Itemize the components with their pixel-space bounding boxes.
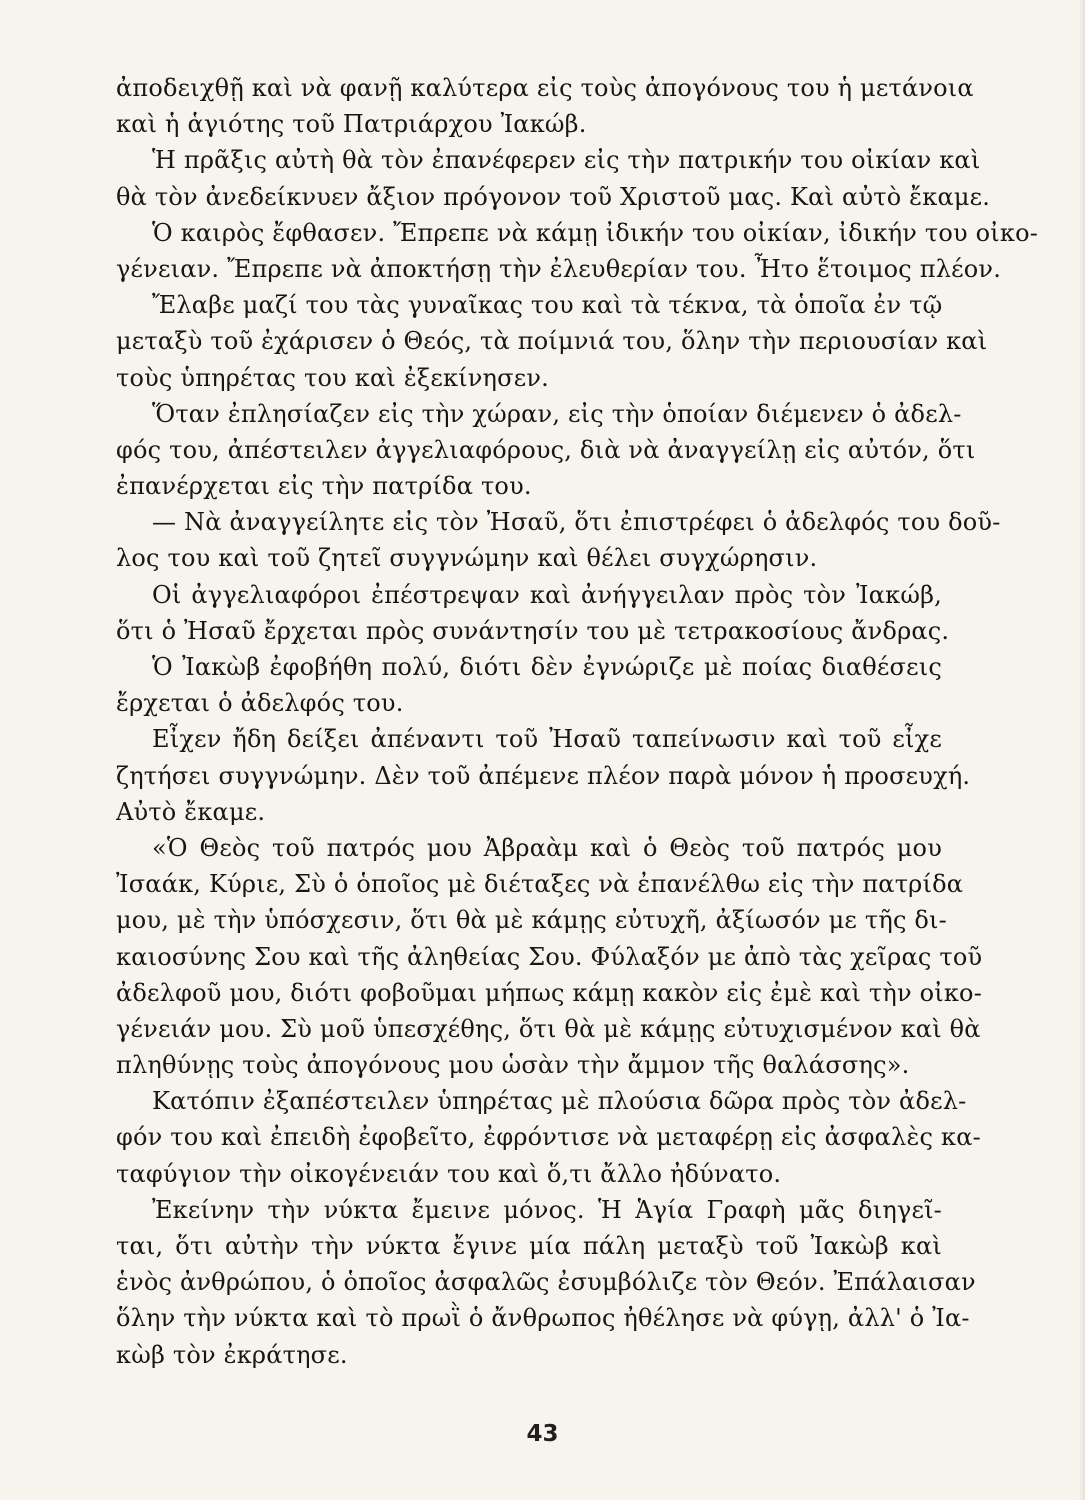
text-line: «Ὁ Θεὸς τοῦ πατρός μου Ἀβραὰμ καὶ ὁ Θεὸς τοῦ πατρός μου [152,833,942,862]
page-number: 43 [526,1421,559,1447]
text-line: Οἱ ἀγγελιαφόροι ἐπέστρεψαν καὶ ἀνήγγειλαν πρὸς τὸν Ἰακώβ, [152,580,942,609]
text-line: ἔρχεται ὁ ἀδελφός του. [116,689,404,718]
text-line: μεταξὺ τοῦ ἐχάρισεν ὁ Θεός, τὰ ποίμνιά του, ὅλην τὴν περιουσίαν καὶ [116,327,988,356]
text-line: θὰ τὸν ἀνεδείκνυεν ἄξιον πρόγονον τοῦ Χριστοῦ μας. Καὶ αὐτὸ ἔκαμε. [116,182,991,211]
text-line: Ὅταν ἐπλησίαζεν εἰς τὴν χώραν, εἰς τὴν ὁποίαν διέμενεν ὁ ἀδελ- [152,399,962,428]
text-line: ταφύγιον τὴν οἰκογένειάν του καὶ ὅ,τι ἄλλο ἠδύνατο. [116,1159,782,1188]
text-line: ὅλην τὴν νύκτα καὶ τὸ πρωῒ ὁ ἄνθρωπος ἠθέλησε νὰ φύγῃ, ἀλλ' ὁ Ἰα- [116,1304,970,1333]
text-line: πληθύνῃς τοὺς ἀπογόνους μου ὡσὰν τὴν ἄμμον τῆς θαλάσσης». [116,1051,910,1080]
text-line: ἀποδειχθῇ καὶ νὰ φανῇ καλύτερα εἰς τοὺς ἀπογόνους του ἡ μετάνοια [116,74,974,102]
text-line: Ἔλαβε μαζί του τὰς γυναῖκας του καὶ τὰ τέκνα, τὰ ὁποῖα ἐν τῷ [152,291,943,320]
text-line: ζητήσει συγγνώμην. Δὲν τοῦ ἀπέμενε πλέον παρὰ μόνον ἡ προσευχή. [116,761,971,790]
text-line: φόν του καὶ ἐπειδὴ ἐφοβεῖτο, ἐφρόντισε νὰ μεταφέρῃ εἰς ἀσφαλὲς κα- [116,1123,981,1152]
text-line: λος του καὶ τοῦ ζητεῖ συγγνώμην καὶ θέλει συγχώρησιν. [116,544,818,573]
text-line: μου, μὲ τὴν ὑπόσχεσιν, ὅτι θὰ μὲ κάμῃς εὐτυχῆ, ἀξίωσόν με τῆς δι- [116,906,947,935]
text-line: ται, ὅτι αὐτὴν τὴν νύκτα ἔγινε μία πάλη μεταξὺ τοῦ Ἰακὼβ καὶ [116,1232,942,1260]
text-line: τοὺς ὑπηρέτας του καὶ ἐξεκίνησεν. [116,363,549,392]
text-line: γένειαν. Ἔπρεπε νὰ ἀποκτήσῃ τὴν ἐλευθερίαν του. Ἦτο ἕτοιμος πλέον. [116,254,1002,283]
text-line: φός του, ἀπέστειλεν ἀγγελιαφόρους, διὰ νὰ ἀναγγείλῃ εἰς αὐτόν, ὅτι [116,435,976,464]
text-line: καὶ ἡ ἁγιότης τοῦ Πατριάρχου Ἰακώβ. [116,110,587,139]
text-line: Ἐκείνην τὴν νύκτα ἔμεινε μόνος. Ἡ Ἁγία Γραφὴ μᾶς διηγεῖ- [152,1195,942,1224]
text-line: — Νὰ ἀναγγείλητε εἰς τὸν Ἠσαῦ, ὅτι ἐπιστρέφει ὁ ἀδελφός του δοῦ- [152,508,1001,537]
text-line: ἀδελφοῦ μου, διότι φοβοῦμαι μήπως κάμῃ κακὸν εἰς ἐμὲ καὶ τὴν οἰκο- [116,978,983,1007]
text-line: γένειάν μου. Σὺ μοῦ ὑπεσχέθης, ὅτι θὰ μὲ κάμῃς εὐτυχισμένον καὶ θὰ [116,1014,981,1043]
body-text [116,70,1039,1373]
text-line: Αὐτὸ ἔκαμε. [116,797,266,826]
text-line: Ὁ καιρὸς ἔφθασεν. Ἔπρεπε νὰ κάμῃ ἰδικήν του οἰκίαν, ἰδικήν του οἰκο- [152,218,1039,247]
text-line: Κατόπιν ἐξαπέστειλεν ὑπηρέτας μὲ πλούσια δῶρα πρὸς τὸν ἀδελ- [152,1087,967,1116]
text-line: ὅτι ὁ Ἠσαῦ ἔρχεται πρὸς συνάντησίν του μὲ τετρακοσίους ἄνδρας. [116,616,950,645]
page-edge-shadow [1079,0,1085,1500]
text-line: κὼβ τὸν ἐκράτησε. [116,1340,348,1369]
text-line: ἑνὸς ἀνθρώπου, ὁ ὁποῖος ἀσφαλῶς ἐσυμβόλιζε τὸν Θεόν. Ἐπάλαισαν [116,1268,976,1297]
text-line: Εἶχεν ἤδη δείξει ἀπέναντι τοῦ Ἠσαῦ ταπείνωσιν καὶ τοῦ εἶχε [152,725,942,754]
text-line: Ἡ πρᾶξις αὐτὴ θὰ τὸν ἐπανέφερεν εἰς τὴν πατρικήν του οἰκίαν καὶ [152,146,981,175]
text-line: ἐπανέρχεται εἰς τὴν πατρίδα του. [116,472,532,501]
text-line: καιοσύνης Σου καὶ τῆς ἀληθείας Σου. Φύλαξόν με ἀπὸ τὰς χεῖρας τοῦ [116,942,983,971]
text-line: Ἰσαάκ, Κύριε, Σὺ ὁ ὁποῖος μὲ διέταξες νὰ ἐπανέλθω εἰς τὴν πατρίδα [116,870,964,899]
text-line: Ὁ Ἰακὼβ ἐφοβήθη πολύ, διότι δὲν ἐγνώριζε μὲ ποίας διαθέσεις [152,653,942,681]
